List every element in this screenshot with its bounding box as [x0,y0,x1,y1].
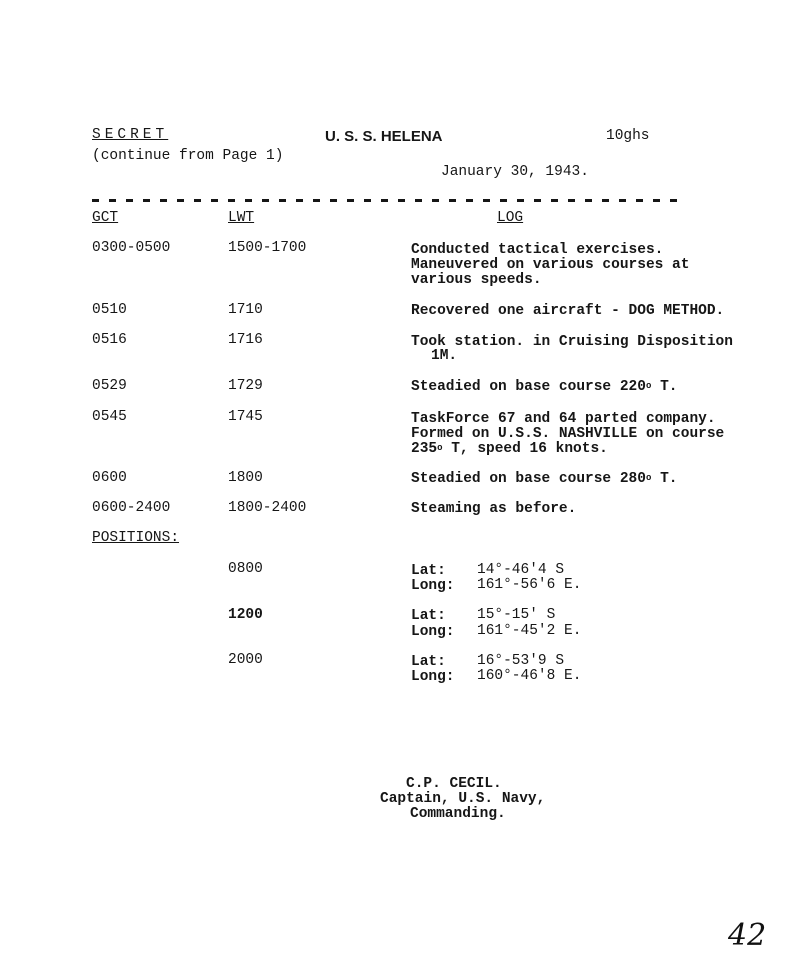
position-lat-label: Lat: [411,654,446,670]
entry-gct: 0510 [92,302,127,318]
column-header-lwt: LWT [228,210,255,226]
entry-log-line: Formed on U.S.S. NASHVILLE on course [411,426,725,442]
classification-label: SECRET [92,127,169,143]
entry-log-line: various speeds. [411,272,542,288]
position-time: 2000 [228,652,263,668]
entry-lwt: 1745 [228,409,263,425]
entry-lwt: 1710 [228,302,263,318]
position-time: 0800 [228,561,263,577]
position-long: 160°-46'8 E. [477,668,582,684]
entry-gct: 0516 [92,332,127,348]
degree-sign: o [645,381,652,391]
entry-lwt: 1800-2400 [228,500,307,516]
entry-lwt: 1729 [228,378,263,394]
signature-rank: Captain, U.S. Navy, [380,791,546,807]
position-time: 1200 [228,607,263,623]
position-long-label: Long: [411,624,455,640]
entry-log-line: Took station. in Cruising Disposition [411,334,733,350]
position-long-label: Long: [411,669,455,685]
entry-log-line: Steadied on base course 220$^o$ T. [411,379,678,395]
log-date: January 30, 1943. [441,164,589,180]
page-number: 42 [728,918,767,953]
document-code: 10ghs [606,128,650,144]
degree-sign: o [437,443,443,453]
column-header-log: LOG [497,210,524,226]
position-lat: 15°-15' S [477,607,556,623]
entry-lwt: 1500-1700 [228,240,307,256]
signature-name: C.P. CECIL. [406,776,502,792]
signature-role: Commanding. [410,806,506,822]
entry-gct: 0600 [92,470,127,486]
entry-gct: 0300-0500 [92,240,171,256]
ship-name: U. S. S. HELENA [325,128,443,145]
entry-lwt: 1800 [228,470,263,486]
entry-log-line: TaskForce 67 and 64 parted company. [411,411,716,427]
entry-gct: 0529 [92,378,127,394]
entry-gct: 0600-2400 [92,500,171,516]
position-long: 161°-45'2 E. [477,623,582,639]
separator-line [92,199,682,202]
entry-log-line: 235$^o$ T, speed 16 knots. [411,441,608,457]
entry-log-line: Maneuvered on various courses at [411,257,690,273]
position-lat-label: Lat: [411,563,446,579]
entry-log-line: 1M. [431,348,458,364]
position-long-label: Long: [411,578,455,594]
column-header-gct: GCT [92,210,119,226]
entry-log-line: Conducted tactical exercises. [411,242,664,258]
continued-note: (continue from Page 1) [92,148,284,164]
position-lat: 14°-46'4 S [477,562,565,578]
degree-sign: o [645,473,652,483]
entry-log-line: Recovered one aircraft - DOG METHOD. [411,303,725,319]
entry-lwt: 1716 [228,332,263,348]
entry-gct: 0545 [92,409,127,425]
position-long: 161°-56'6 E. [477,577,582,593]
entry-log-line: Steaming as before. [411,501,577,517]
entry-log-line: Steadied on base course 280$^o$ T. [411,471,678,487]
position-lat: 16°-53'9 S [477,653,565,669]
position-lat-label: Lat: [411,608,446,624]
positions-heading: POSITIONS: [92,530,180,546]
